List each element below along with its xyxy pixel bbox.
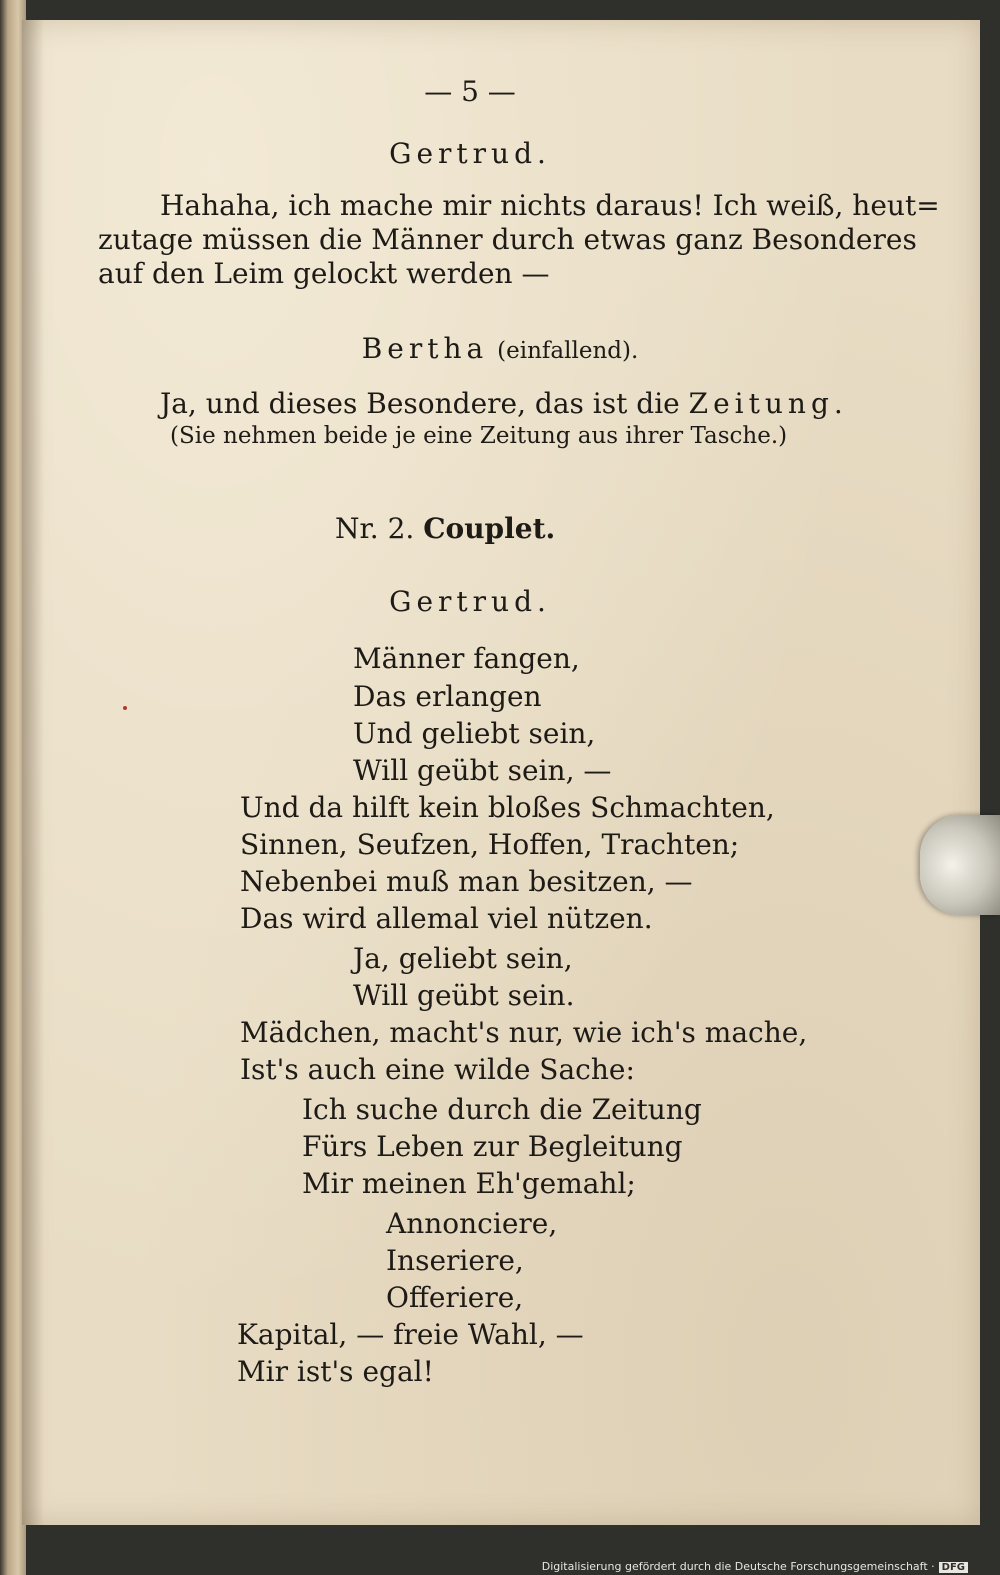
paragraph1-line-1: Hahaha, ich mache mir nichts daraus! Ich weiß, heut=: [160, 189, 940, 222]
verse-line: Sinnen, Seufzen, Hoffen, Trachten;: [240, 828, 740, 861]
verse-line: Offeriere,: [386, 1281, 524, 1314]
verse-line: Mädchen, macht's nur, wie ich's mache,: [240, 1016, 808, 1049]
ink-speck: [123, 706, 127, 710]
verse-line: Mir ist's egal!: [237, 1355, 434, 1388]
verse-line: Inseriere,: [386, 1244, 524, 1277]
speaker-gertrud-1: Gertrud.: [389, 137, 551, 170]
song-number: Nr. 2.: [335, 512, 415, 545]
verse-line: Will geübt sein, —: [353, 754, 612, 787]
verse-line: Annonciere,: [386, 1207, 558, 1240]
speaker-gertrud-2: Gertrud.: [389, 585, 551, 618]
thumb-reflection: [920, 815, 1000, 915]
verse-line: Ja, geliebt sein,: [353, 942, 573, 975]
verse-line: Ist's auch eine wilde Sache:: [240, 1053, 635, 1086]
page-gutter-shadow: [22, 20, 44, 1525]
verse-line: Das wird allemal viel nützen.: [240, 902, 653, 935]
verse-line: Nebenbei muß man besitzen, —: [240, 865, 693, 898]
speaker-bertha-name: Bertha: [361, 332, 489, 365]
song-heading: [335, 512, 556, 545]
page-number: — 5 —: [424, 75, 516, 108]
footer-text: Digitalisierung gefördert durch die Deutsche Forschungsgemeinschaft ·: [541, 1560, 935, 1573]
verse-line: Mir meinen Eh'gemahl;: [302, 1167, 636, 1200]
digitization-footer: [542, 1560, 968, 1573]
verse-line: Will geübt sein.: [353, 979, 575, 1012]
speaker-bertha-note: (einfallend).: [497, 338, 639, 364]
paragraph2-line-1: [160, 387, 848, 420]
verse-line: Das erlangen: [353, 680, 542, 713]
verse-line: Ich suche durch die Zeitung: [302, 1093, 702, 1126]
paragraph1-line-2: zutage müssen die Männer durch etwas ganz Besonderes: [98, 223, 917, 256]
verse-line: Und da hilft kein bloßes Schmachten,: [240, 791, 775, 824]
verse-line: Männer fangen,: [353, 642, 580, 675]
stage-direction: (Sie nehmen beide je eine Zeitung aus ihrer Tasche.): [170, 423, 788, 449]
speaker-bertha: [310, 332, 690, 365]
verse-line: Fürs Leben zur Begleitung: [302, 1130, 683, 1163]
paragraph2-emphasis-zeitung: Zeitung.: [688, 387, 848, 420]
dfg-logo: DFG: [939, 1562, 968, 1573]
verse-line: Kapital, — freie Wahl, —: [237, 1318, 584, 1351]
verse-line: Und geliebt sein,: [353, 717, 596, 750]
paragraph1-line-3: auf den Leim gelockt werden —: [98, 257, 550, 290]
song-title: Couplet.: [423, 512, 556, 545]
paragraph2-line-1-prefix: Ja, und dieses Besondere, das ist die: [160, 387, 689, 420]
